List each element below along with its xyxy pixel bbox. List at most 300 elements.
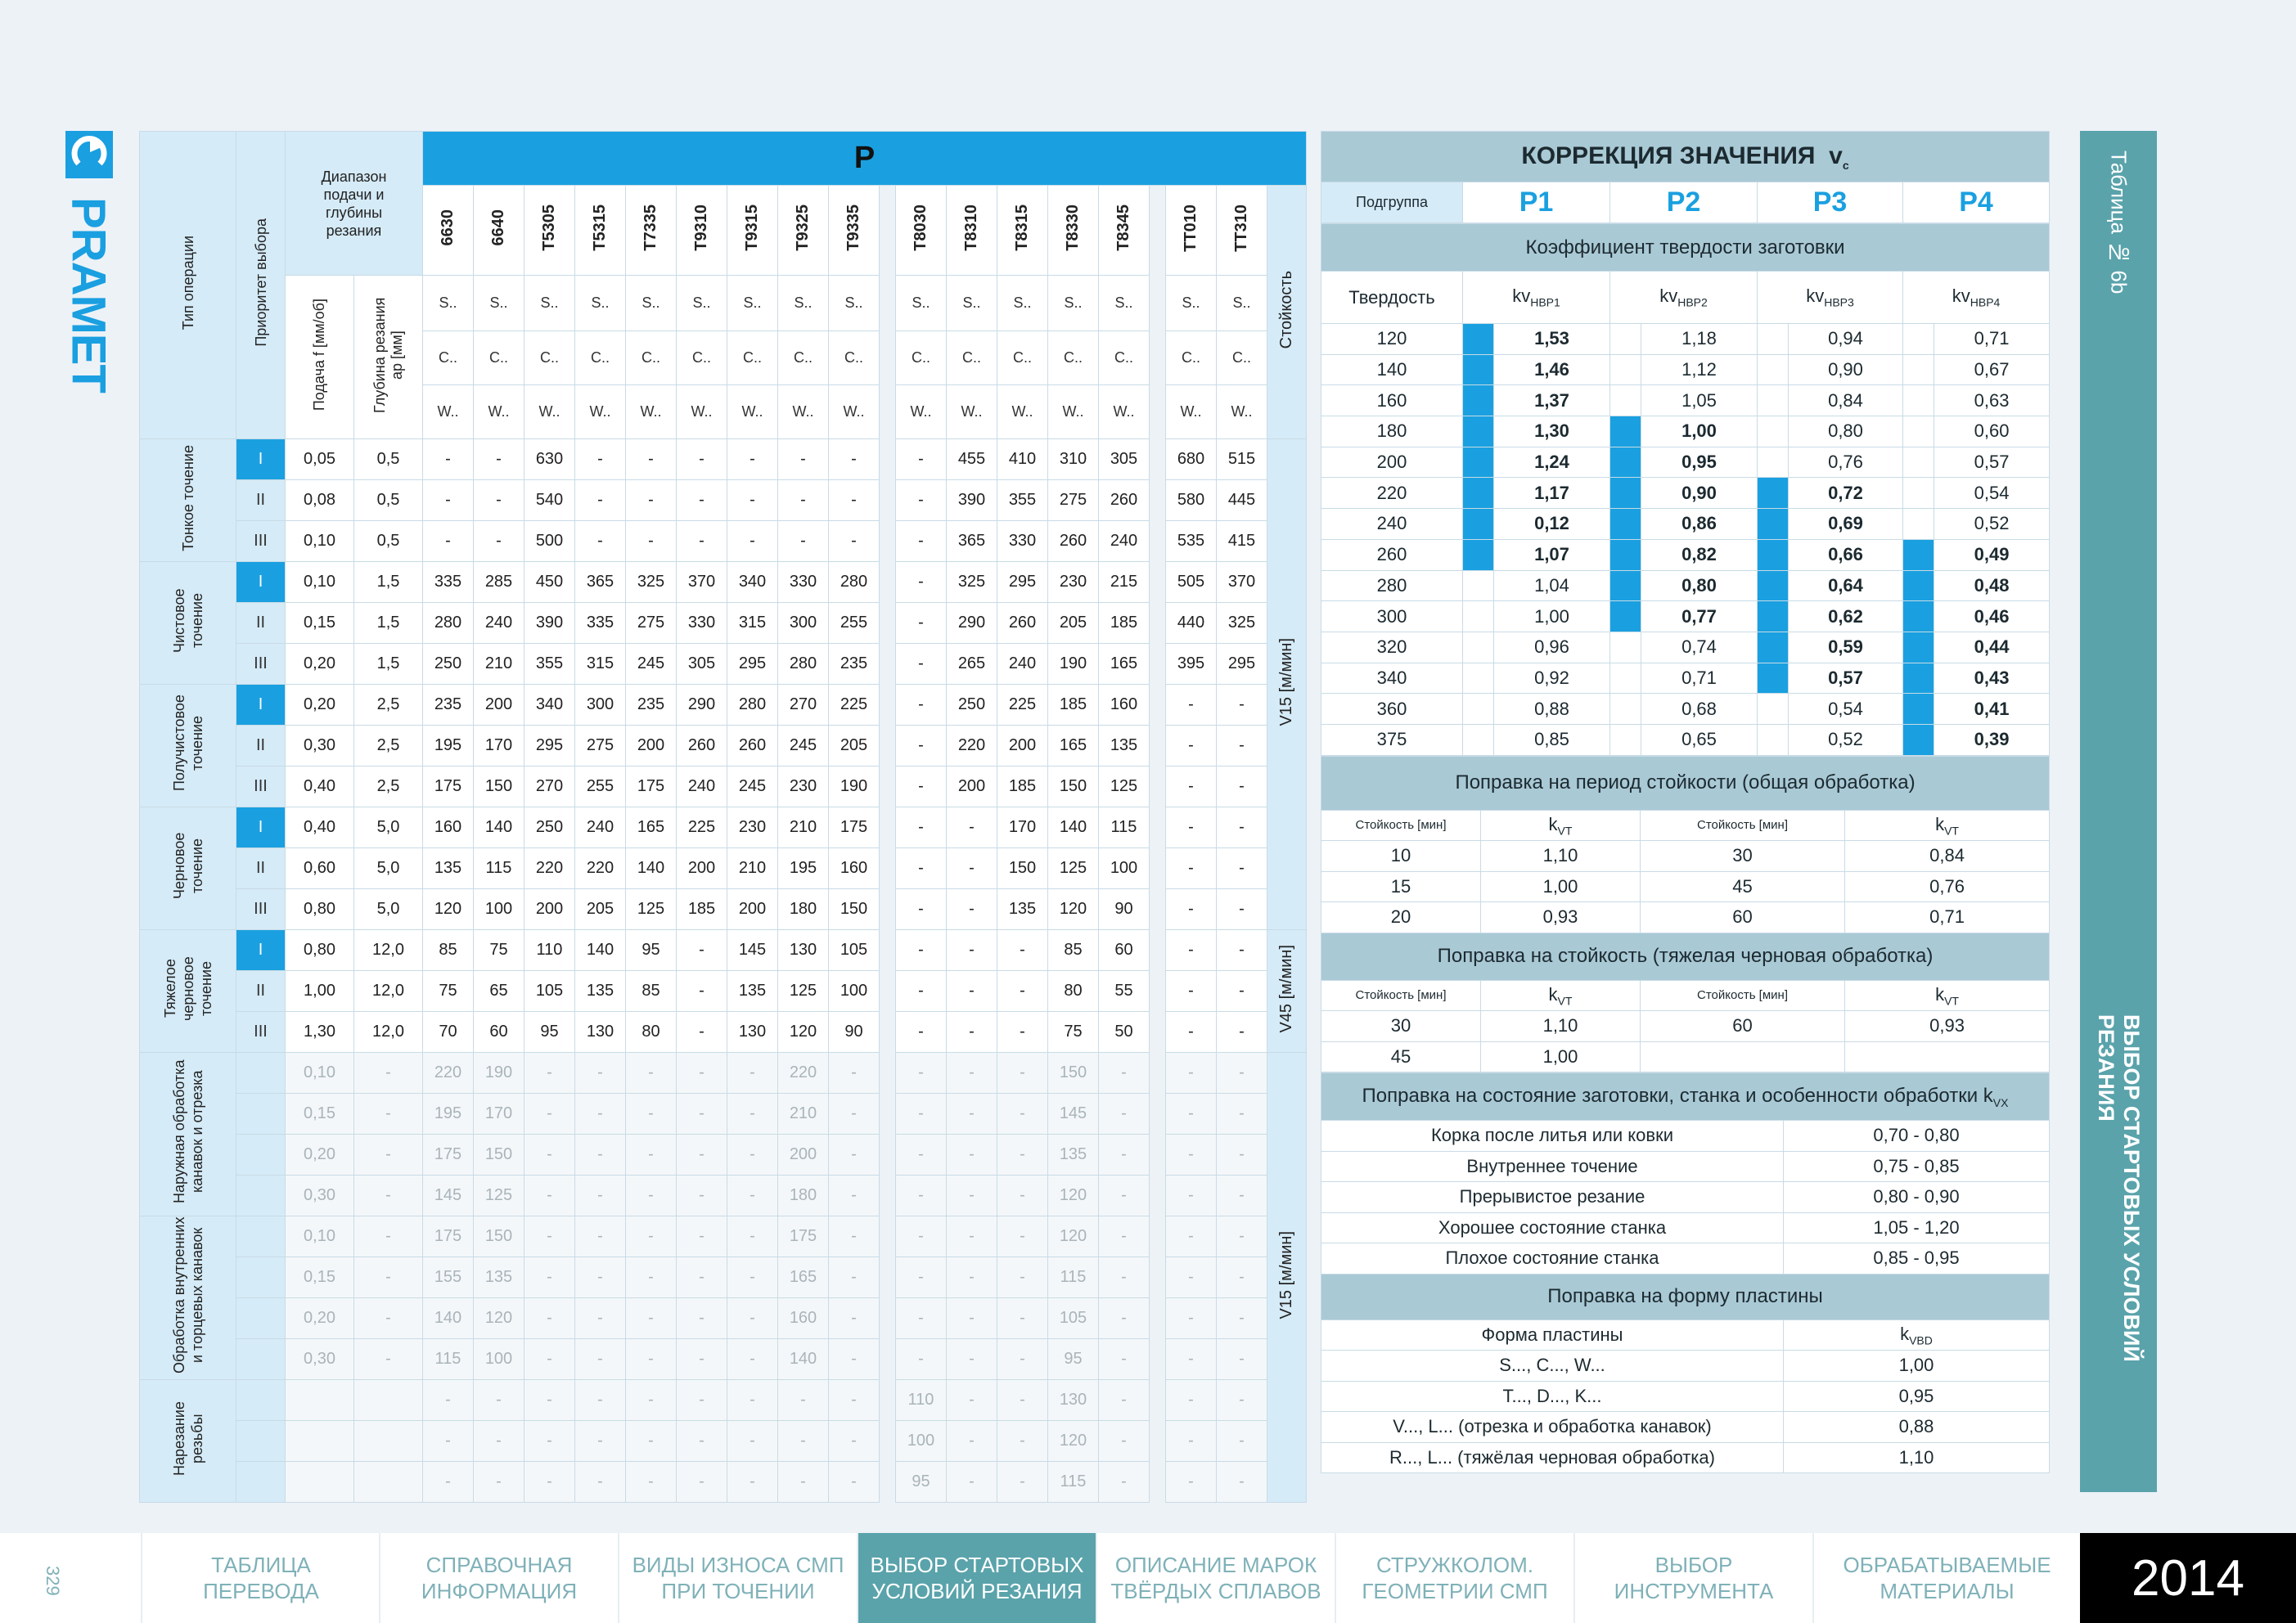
kv-value: 0,62 [1789, 601, 1903, 632]
depth-cell: 1,5 [354, 562, 423, 603]
life-label-1: Стойкость [мин] [1321, 810, 1481, 841]
feed-cell: 0,80 [286, 930, 354, 971]
speed-cell: - [829, 480, 880, 521]
feed-cell: 0,15 [286, 1094, 354, 1135]
speed-cell: - [626, 1135, 677, 1176]
speed-cell: - [1217, 1257, 1267, 1298]
shape-cell: C.. [1099, 331, 1150, 385]
kv-value: 0,54 [1789, 694, 1903, 725]
hardness-bar-p2 [1610, 601, 1641, 632]
priority-cell [236, 1298, 286, 1339]
condition-row-value: 0,70 - 0,80 [1784, 1121, 2050, 1152]
priority-cell: II [236, 603, 286, 644]
speed-cell: - [1166, 1298, 1217, 1339]
priority-cell: II [236, 848, 286, 889]
life-cell: 0,93 [1481, 902, 1641, 933]
life-row [1321, 841, 2050, 872]
speed-cell: - [1166, 1176, 1217, 1216]
priority-cell [236, 1380, 286, 1421]
life-header [1267, 186, 1307, 439]
speed-cell: 290 [947, 603, 997, 644]
feed-cell: 0,10 [286, 521, 354, 562]
speed-cell: 50 [1099, 1012, 1150, 1053]
speed-cell: 450 [524, 562, 575, 603]
shape-cell: W.. [677, 385, 727, 439]
kv-value: 0,41 [1934, 694, 2050, 725]
insert-shape-row-name: S..., C..., W... [1321, 1351, 1784, 1382]
speed-cell: 60 [474, 1012, 524, 1053]
priority-cell: II [236, 971, 286, 1012]
speed-cell: 220 [778, 1053, 829, 1094]
speed-cell: - [1217, 1462, 1267, 1503]
grade-6630: 6630 [423, 186, 474, 276]
data-row [140, 889, 1307, 930]
speed-cell: - [524, 1421, 575, 1462]
speed-cell: 110 [896, 1380, 947, 1421]
speed-cell: 140 [474, 807, 524, 848]
condition-row-name: Хорошее состояние станка [1321, 1212, 1784, 1243]
speed-cell: 165 [1048, 726, 1099, 767]
speed-cell: 100 [829, 971, 880, 1012]
hardness-bar-p3 [1758, 632, 1789, 663]
op-type-header [140, 132, 236, 439]
op-group-label: Тонкое точение [179, 444, 196, 551]
kv-value: 1,30 [1494, 416, 1610, 447]
speed-cell: 225 [997, 685, 1048, 726]
speed-cell: 305 [1099, 439, 1150, 480]
hardness-value: 200 [1321, 447, 1463, 478]
speed-cell: 90 [1099, 889, 1150, 930]
op-group [140, 807, 236, 930]
feed-cell: 0,80 [286, 889, 354, 930]
speed-cell: - [1166, 1135, 1217, 1176]
kv-value: 0,52 [1789, 724, 1903, 755]
speed-cell: - [778, 1462, 829, 1503]
speed-cell: 180 [778, 889, 829, 930]
priority-cell [236, 1176, 286, 1216]
condition-row-value: 0,85 - 0,95 [1784, 1243, 2050, 1275]
shape-cell: C.. [474, 331, 524, 385]
hardness-bar-p2 [1610, 694, 1641, 725]
speed-cell: 335 [423, 562, 474, 603]
speed-cell: - [1217, 1216, 1267, 1257]
speed-cell: - [1217, 1053, 1267, 1094]
speed-cell: - [896, 726, 947, 767]
shape-cell: S.. [896, 276, 947, 331]
speed-cell: - [896, 480, 947, 521]
hardness-bar-p3 [1758, 694, 1789, 725]
feed-cell: 0,15 [286, 1257, 354, 1298]
feed-cell: 0,30 [286, 726, 354, 767]
tool-life-table [1321, 756, 2050, 1073]
speed-cell: 275 [1048, 480, 1099, 521]
speed-cell: - [677, 1339, 727, 1380]
speed-cell: - [947, 1094, 997, 1135]
speed-cell: 225 [677, 807, 727, 848]
op-group [140, 930, 236, 1053]
speed-cell: 135 [423, 848, 474, 889]
speed-cell: - [829, 1462, 880, 1503]
speed-cell: - [896, 1094, 947, 1135]
speed-cell: 210 [778, 1094, 829, 1135]
speed-cell: 330 [778, 562, 829, 603]
speed-cell: - [727, 1421, 778, 1462]
kv-value: 0,95 [1641, 447, 1758, 478]
kv-value: 0,52 [1934, 509, 2050, 540]
speed-cell: 115 [474, 848, 524, 889]
speed-cell: 215 [1099, 562, 1150, 603]
hardness-bar-p1 [1463, 570, 1494, 601]
speed-cell: - [896, 1339, 947, 1380]
shape-cell: S.. [727, 276, 778, 331]
speed-cell: - [997, 930, 1048, 971]
kv-value: 1,05 [1641, 385, 1758, 416]
shape-cell: C.. [626, 331, 677, 385]
kv-value: 1,53 [1494, 324, 1610, 355]
speed-cell: - [677, 1298, 727, 1339]
speed-cell: 290 [677, 685, 727, 726]
speed-cell: 165 [1099, 644, 1150, 685]
speed-cell: - [997, 971, 1048, 1012]
hardness-value: 300 [1321, 601, 1463, 632]
speed-cell: - [1099, 1298, 1150, 1339]
speed-cell: - [1217, 889, 1267, 930]
kv-value: 0,54 [1934, 478, 2050, 509]
speed-cell: 245 [727, 767, 778, 807]
speed-cell: 200 [727, 889, 778, 930]
priority-cell: III [236, 767, 286, 807]
speed-cell: 120 [778, 1012, 829, 1053]
shape-cell: C.. [997, 331, 1048, 385]
speed-cell: - [1166, 930, 1217, 971]
speed-cell: 85 [626, 971, 677, 1012]
hardness-bar-p4 [1903, 601, 1934, 632]
depth-cell: 2,5 [354, 767, 423, 807]
shape-cell: S.. [829, 276, 880, 331]
life-cell: 60 [1641, 902, 1845, 933]
speed-cell: 150 [829, 889, 880, 930]
speed-cell: - [1099, 1176, 1150, 1216]
nav-tab-5[interactable]: ОПИСАНИЕ МАРОК ТВЁРДЫХ СПЛАВОВ [1096, 1533, 1335, 1623]
hardness-bar-p1 [1463, 663, 1494, 694]
speed-cell: - [1166, 889, 1217, 930]
hardness-row [1321, 478, 2050, 509]
nav-tab-4[interactable]: ВЫБОР СТАРТОВЫХ УСЛОВИЙ РЕЗАНИЯ [857, 1533, 1096, 1623]
depth-cell: - [354, 1339, 423, 1380]
data-row [140, 685, 1307, 726]
speed-cell: - [997, 1135, 1048, 1176]
priority-cell [236, 1339, 286, 1380]
nav-tab-6[interactable]: СТРУЖКОЛОМ. ГЕОМЕТРИИ СМП [1335, 1533, 1573, 1623]
priority-cell [236, 1135, 286, 1176]
kv-value: 0,68 [1641, 694, 1758, 725]
depth-cell: 1,5 [354, 603, 423, 644]
data-row [140, 603, 1307, 644]
speed-cell: 95 [896, 1462, 947, 1503]
speed-cell: 150 [997, 848, 1048, 889]
speed-cell: 60 [1099, 930, 1150, 971]
depth-cell: 0,5 [354, 439, 423, 480]
kv-value: 1,00 [1641, 416, 1758, 447]
kv-value: 0,84 [1789, 385, 1903, 416]
speed-cell: 330 [997, 521, 1048, 562]
speed-cell: 230 [1048, 562, 1099, 603]
hardness-bar-p3 [1758, 663, 1789, 694]
priority-cell: I [236, 930, 286, 971]
speed-cell: - [677, 1135, 727, 1176]
speed-cell: - [896, 767, 947, 807]
priority-cell: III [236, 644, 286, 685]
feed-cell: 0,20 [286, 685, 354, 726]
data-row [140, 1135, 1307, 1176]
op-group [140, 562, 236, 685]
life-cell: 15 [1321, 871, 1481, 902]
nav-tab-3[interactable]: ВИДЫ ИЗНОСА СМП ПРИ ТОЧЕНИИ [618, 1533, 857, 1623]
speed-cell: 390 [947, 480, 997, 521]
speed-cell: - [1166, 1380, 1217, 1421]
speed-cell: 120 [423, 889, 474, 930]
grade-T7335: T7335 [626, 186, 677, 276]
speed-cell: - [626, 439, 677, 480]
speed-cell: 135 [474, 1257, 524, 1298]
speed-cell: 120 [1048, 1421, 1099, 1462]
speed-cell: 115 [1048, 1462, 1099, 1503]
hardness-row [1321, 663, 2050, 694]
feed-cell: 0,40 [286, 767, 354, 807]
life-cell: 1,00 [1481, 871, 1641, 902]
kv-value: 1,04 [1494, 570, 1610, 601]
speed-cell: 175 [423, 1135, 474, 1176]
speed-cell: 265 [947, 644, 997, 685]
speed-cell: 275 [575, 726, 626, 767]
speed-cell: 310 [1048, 439, 1099, 480]
speed-cell: - [896, 562, 947, 603]
speed-cell: - [575, 480, 626, 521]
feed-cell: 1,00 [286, 971, 354, 1012]
speed-cell: - [778, 1380, 829, 1421]
speed-cell: - [1099, 1257, 1150, 1298]
speed-cell: - [947, 1216, 997, 1257]
kv-value: 0,39 [1934, 724, 2050, 755]
life-cell [1641, 1041, 1845, 1072]
speed-cell: 275 [626, 603, 677, 644]
priority-cell [236, 1094, 286, 1135]
cutting-speed-table [139, 131, 1307, 1503]
speed-cell: 200 [474, 685, 524, 726]
nav-tab-8[interactable]: ОБРАБАТЫВАЕМЫЕ МАТЕРИАЛЫ [1812, 1533, 2080, 1623]
op-group-label: Нарезание резьбы [170, 1401, 205, 1476]
speed-cell: - [626, 1339, 677, 1380]
speed-cell: - [575, 1094, 626, 1135]
depth-cell: - [354, 1216, 423, 1257]
brand-name: PRAMET [61, 196, 115, 393]
speed-cell: - [997, 1421, 1048, 1462]
data-row [140, 1053, 1307, 1094]
shape-cell: C.. [575, 331, 626, 385]
speed-cell: 300 [575, 685, 626, 726]
shape-cell: C.. [1048, 331, 1099, 385]
speed-cell: - [997, 1380, 1048, 1421]
hardness-bar-p3 [1758, 539, 1789, 570]
life-label: Стойкость [1277, 270, 1295, 349]
speed-cell: 185 [1099, 603, 1150, 644]
speed-cell: 185 [997, 767, 1048, 807]
speed-cell: 505 [1166, 562, 1217, 603]
speed-cell: - [829, 1380, 880, 1421]
speed-cell: - [727, 1298, 778, 1339]
speed-cell: - [423, 1462, 474, 1503]
grade-separator [1150, 186, 1166, 439]
grade-T8315: T8315 [997, 186, 1048, 276]
depth-header: Глубина резания ap [мм] [354, 276, 423, 439]
feed-header: Подача f [мм/об] [286, 276, 354, 439]
speed-cell: - [727, 1462, 778, 1503]
hardness-bar-p3 [1758, 478, 1789, 509]
grade-T8330: T8330 [1048, 186, 1099, 276]
speed-cell: - [677, 439, 727, 480]
speed-cell: - [829, 1053, 880, 1094]
speed-cell: 235 [829, 644, 880, 685]
speed-cell: - [626, 1257, 677, 1298]
insert-shape-row-value: 1,10 [1784, 1442, 2050, 1473]
speed-cell: - [626, 1094, 677, 1135]
nav-tab-2[interactable]: СПРАВОЧНАЯ ИНФОРМАЦИЯ [379, 1533, 618, 1623]
speed-cell: 120 [1048, 889, 1099, 930]
speed-cell: - [677, 971, 727, 1012]
speed-cell: 250 [947, 685, 997, 726]
speed-cell: - [896, 1257, 947, 1298]
kv-value: 0,76 [1789, 447, 1903, 478]
condition-row-name: Внутреннее точение [1321, 1151, 1784, 1182]
speed-cell: 285 [474, 562, 524, 603]
nav-tab-7[interactable]: ВЫБОР ИНСТРУМЕНТА [1573, 1533, 1812, 1623]
life-cell: 1,00 [1481, 1041, 1641, 1072]
speed-cell: - [1166, 767, 1217, 807]
op-group-label: Получистовое точение [170, 695, 205, 792]
hardness-bar-p4 [1903, 416, 1934, 447]
speed-cell: 130 [1048, 1380, 1099, 1421]
heavy-kvt-header-2: $k_{VT}$ [1845, 980, 2050, 1011]
kv-value: 0,82 [1641, 539, 1758, 570]
speed-cell: 105 [524, 971, 575, 1012]
speed-cell: - [1166, 1094, 1217, 1135]
life-cell: 10 [1321, 841, 1481, 872]
hardness-bar-p1 [1463, 478, 1494, 509]
speed-cell: - [524, 1216, 575, 1257]
speed-cell: 365 [575, 562, 626, 603]
depth-cell: - [354, 1298, 423, 1339]
condition-row-value: 0,80 - 0,90 [1784, 1182, 2050, 1213]
speed-cell: 205 [829, 726, 880, 767]
speed-cell: - [626, 1053, 677, 1094]
speed-cell: 220 [423, 1053, 474, 1094]
insert-shape-row [1321, 1351, 2050, 1382]
hardness-row [1321, 416, 2050, 447]
speed-cell: 130 [575, 1012, 626, 1053]
shape-cell: W.. [524, 385, 575, 439]
hardness-bar-p4 [1903, 663, 1934, 694]
kv-header-2: $kv_{HBP2}$ [1610, 272, 1758, 324]
speed-cell: 145 [727, 930, 778, 971]
correction-title-table [1321, 131, 2050, 223]
shape-cell: W.. [778, 385, 829, 439]
shape-cell: S.. [1099, 276, 1150, 331]
hardness-table [1321, 223, 2050, 756]
subgroup-p4: P4 [1903, 182, 2050, 223]
feed-cell: 0,60 [286, 848, 354, 889]
hardness-bar-p4 [1903, 694, 1934, 725]
speed-cell: - [1166, 971, 1217, 1012]
hardness-bar-p3 [1758, 354, 1789, 385]
speed-cell: - [1217, 1339, 1267, 1380]
op-group [140, 1380, 236, 1503]
speed-cell: 85 [1048, 930, 1099, 971]
nav-tab-1[interactable]: ТАБЛИЦА ПЕРЕВОДА [141, 1533, 380, 1623]
speed-cell: 260 [997, 603, 1048, 644]
feed-cell: 0,15 [286, 603, 354, 644]
kv-value: 1,37 [1494, 385, 1610, 416]
kv-value: 0,57 [1789, 663, 1903, 694]
kv-value: 0,94 [1789, 324, 1903, 355]
speed-cell: 295 [997, 562, 1048, 603]
speed-cell: - [997, 1339, 1048, 1380]
speed-cell: 165 [626, 807, 677, 848]
life-cell: 45 [1321, 1041, 1481, 1072]
speed-cell: - [1166, 726, 1217, 767]
shape-cell: W.. [1217, 385, 1267, 439]
speed-cell: - [1099, 1135, 1150, 1176]
priority-cell: III [236, 521, 286, 562]
speed-cell: - [896, 807, 947, 848]
insert-shape-row [1321, 1412, 2050, 1443]
speed-cell: 355 [997, 480, 1048, 521]
speed-cell: - [997, 1462, 1048, 1503]
insert-shape-row-name: R..., L... (тяжёлая черновая обработка) [1321, 1442, 1784, 1473]
speed-cell: - [947, 1380, 997, 1421]
speed-cell: 245 [778, 726, 829, 767]
speed-cell: - [1099, 1421, 1150, 1462]
depth-cell: 0,5 [354, 521, 423, 562]
feed-cell: 0,10 [286, 1053, 354, 1094]
priority-cell: II [236, 480, 286, 521]
speed-cell: - [575, 1421, 626, 1462]
speed-cell: 205 [575, 889, 626, 930]
unit-v45: V45 [м/мин] [1267, 930, 1307, 1053]
data-row [140, 1339, 1307, 1380]
speed-cell: 175 [829, 807, 880, 848]
speed-cell: 200 [778, 1135, 829, 1176]
depth-cell: 12,0 [354, 930, 423, 971]
speed-cell: - [575, 1298, 626, 1339]
insert-shape-row-value: 1,00 [1784, 1351, 2050, 1382]
life-cell: 0,71 [1845, 902, 2050, 933]
depth-cell: - [354, 1053, 423, 1094]
speed-cell: 240 [575, 807, 626, 848]
speed-cell: 415 [1217, 521, 1267, 562]
speed-cell: 95 [524, 1012, 575, 1053]
speed-cell: - [575, 1216, 626, 1257]
data-row [140, 562, 1307, 603]
speed-cell: - [896, 1053, 947, 1094]
depth-cell [354, 1421, 423, 1462]
life-cell [1845, 1041, 2050, 1072]
condition-row-value: 1,05 - 1,20 [1784, 1212, 2050, 1243]
speed-cell: 190 [1048, 644, 1099, 685]
grade-T9310: T9310 [677, 186, 727, 276]
feed-cell: 0,10 [286, 562, 354, 603]
life-row [1321, 902, 2050, 933]
speed-cell: - [677, 1380, 727, 1421]
